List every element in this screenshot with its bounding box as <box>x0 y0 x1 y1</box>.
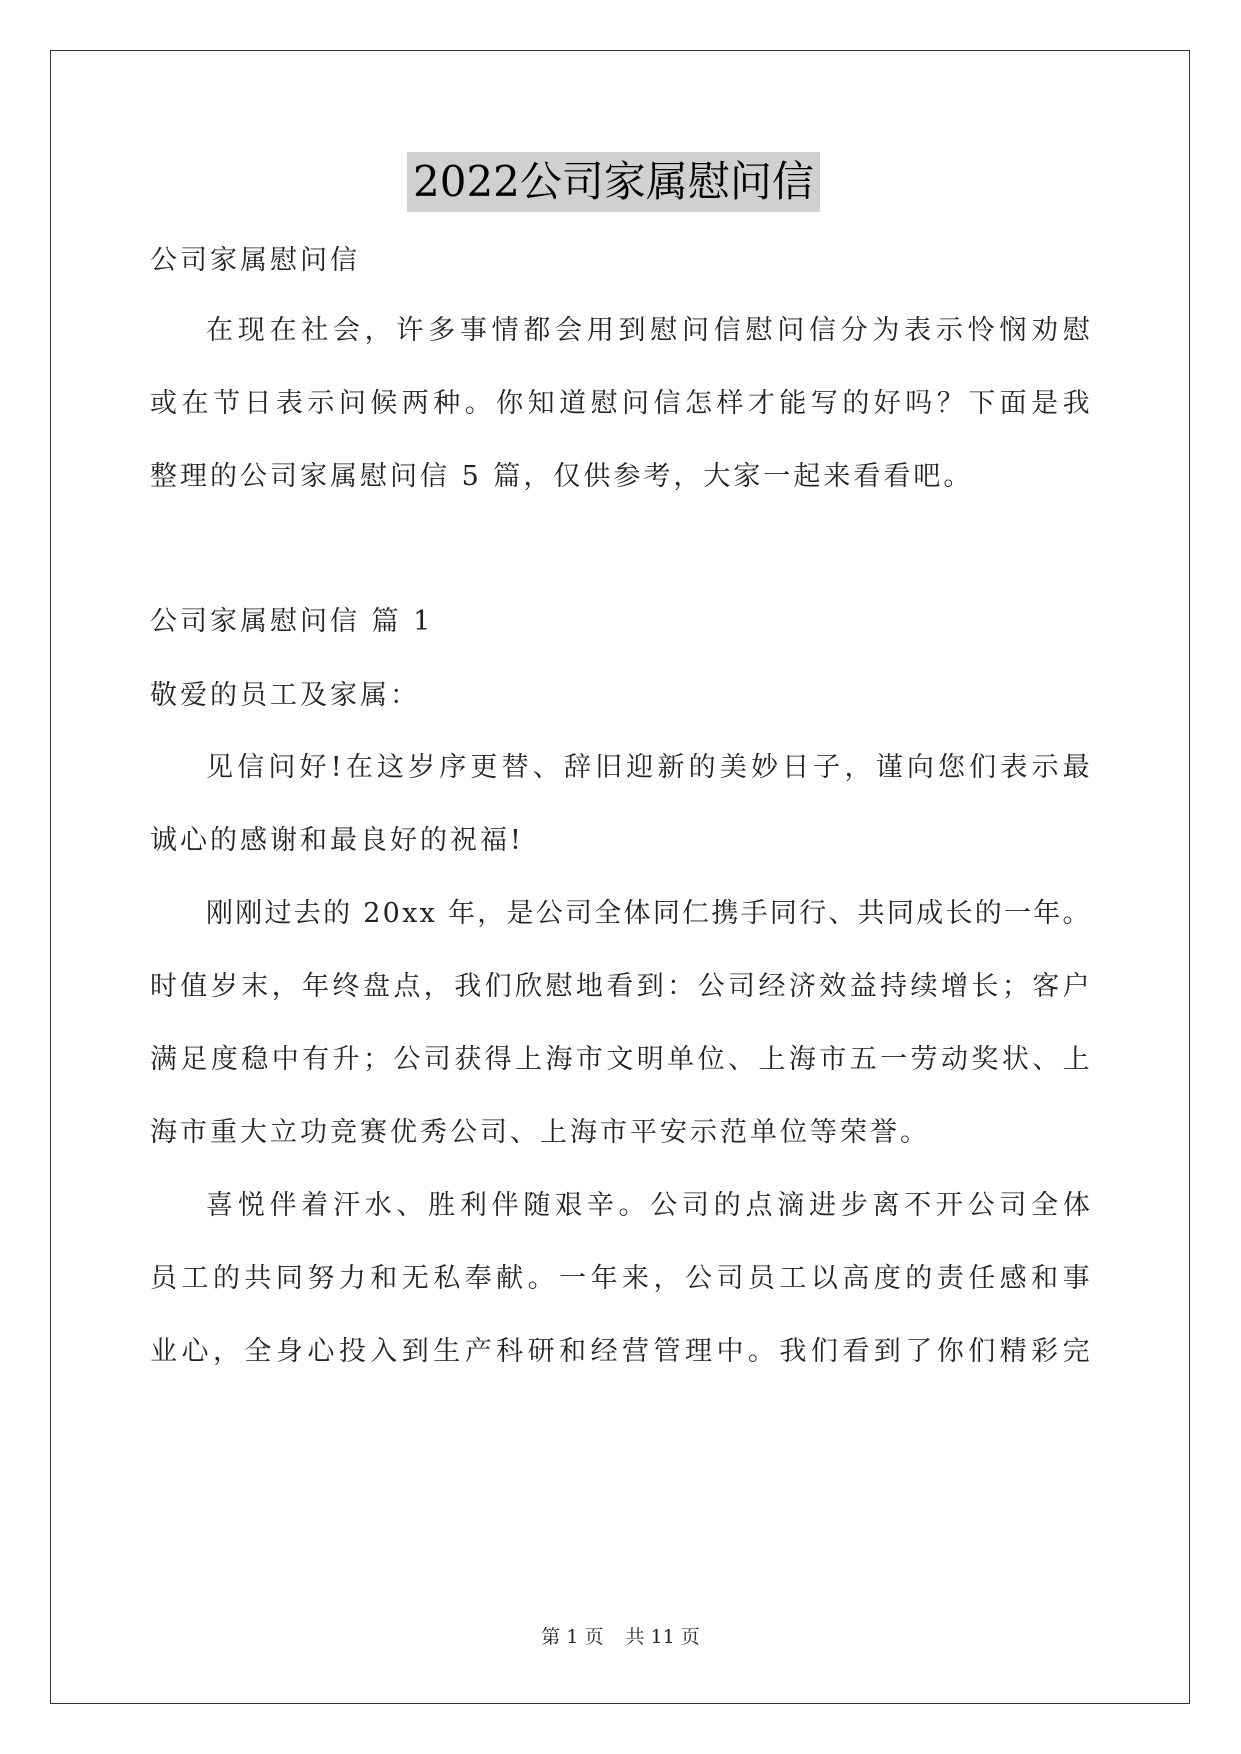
intro-line-2: 或 在 节 日 表 示 问 候 两 种 。 你 知 道 慰 问 信 怎 样 才 能 写 的 好 吗 ？ 下 面 是 我 <box>150 388 1090 419</box>
page-number: 第 1 页 <box>541 1626 604 1648</box>
page-footer <box>0 1622 1241 1649</box>
salutation: 敬爱的员工及家属： <box>150 680 420 711</box>
body-line-6: 海市重大立功竞赛优秀公司、上海市平安示范单位等荣誉。 <box>150 1117 930 1148</box>
subtitle: 公司家属慰问信 <box>150 245 360 276</box>
body-line-5: 满 足 度 稳 中 有 升 ； 公 司 获 得 上 海 市 文 明 单 位 、 上 海 市 五 一 劳 动 奖 状 、 上 <box>150 1044 1090 1075</box>
page-total: 共 11 页 <box>625 1626 700 1648</box>
intro-line-3: 整理的公司家属慰问信 5 篇，仅供参考，大家一起来看看吧。 <box>150 461 974 492</box>
body-line-7: 喜 悦 伴 着 汗 水 、 胜 利 伴 随 艰 辛 。 公 司 的 点 滴 进 步 离 不 开 公 司 全 体 <box>206 1190 1090 1221</box>
body-line-8: 员 工 的 共 同 努 力 和 无 私 奉 献 。 一 年 来 ， 公 司 员 工 以 高 度 的 责 任 感 和 事 <box>150 1263 1090 1294</box>
body-line-2: 诚心的感谢和最良好的祝福! <box>150 825 524 856</box>
document-title: 2022公司家属慰问信 <box>407 152 820 212</box>
body-line-9: 业 心 ， 全 身 心 投 入 到 生 产 科 研 和 经 营 管 理 中 。 我 们 看 到 了 你 们 精 彩 完 <box>150 1336 1090 1367</box>
intro-line-1: 在 现 在 社 会 ， 许 多 事 情 都 会 用 到 慰 问 信 慰 问 信 分 为 表 示 怜 悯 劝 慰 <box>206 315 1090 346</box>
body-line-4: 时 值 岁 末 ， 年 终 盘 点 ， 我 们 欣 慰 地 看 到 ： 公 司 经 济 效 益 持 续 增 长 ； 客 户 <box>150 971 1090 1002</box>
body-line-3: 刚 刚 过 去 的 2 0 x x 年 ， 是 公 司 全 体 同 仁 携 手 同 行 、 共 同 成 长 的 一 年 。 <box>206 898 1090 929</box>
section-heading: 公司家属慰问信 篇 1 <box>150 606 434 637</box>
page-border <box>50 50 1190 1704</box>
body-line-1: 见 信 问 好 ! 在 这 岁 序 更 替 、 辞 旧 迎 新 的 美 妙 日 子 ， 谨 向 您 们 表 示 最 <box>206 752 1090 783</box>
